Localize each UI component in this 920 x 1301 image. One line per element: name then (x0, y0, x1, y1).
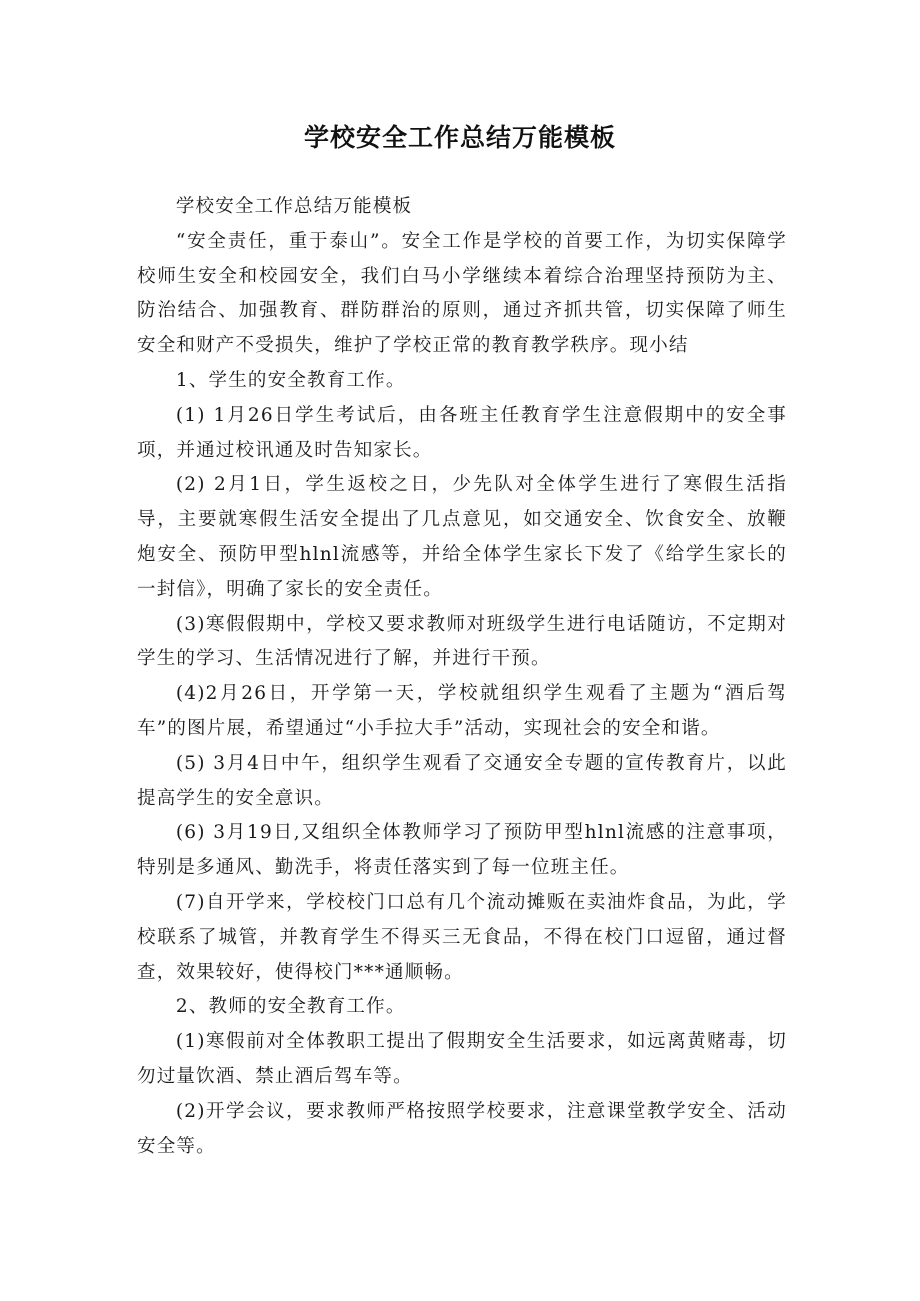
section-heading-teacher: 2、教师的安全教育工作。 (175, 996, 406, 1018)
paragraph-intro: “安全责任，重于泰山”。安全工作是学校的首要工作，为切实保障学校师生安全和校园安全，我们白马小学继续本着综合治理坚持预防为主、防治结合、加强教育、群防群治的原则，通过齐抓共管，切实保障了师生安全和财产不受损失，维护了学校正常的教育教学秩序。现小结 (137, 230, 787, 357)
paragraph-item: (2) 2月1日，学生返校之日，少先队对全体学生进行了寒假生活指导，主要就寒假生活安全提出了几点意见，如交通安全、饮食安全、放鞭炮安全、预防甲型hlnl流感等，并给全体学生家长下发了《给学生家长的一封信》，明确了家长的安全责任。 (137, 474, 787, 600)
section-heading-student: 1、学生的安全教育工作。 (175, 369, 406, 391)
paragraph-item: (4)2月26日，开学第一天，学校就组织学生观看了主题为“酒后驾车”的图片展，希望通过“小手拉大手”活动，实现社会的安全和谐。 (137, 683, 787, 739)
document-body (137, 190, 787, 1164)
document-title: 学校安全工作总结万能模板 (303, 123, 616, 152)
paragraph-item: (7)自开学来，学校校门口总有几个流动摊贩在卖油炸食品，为此，学校联系了城管，并教育学生不得买三无食品，不得在校门口逗留，通过督查，效果较好，使得校门***通顺畅。 (137, 891, 787, 983)
paragraph-subtitle: 学校安全工作总结万能模板 (175, 196, 413, 217)
paragraph-item: (1)寒假前对全体教职工提出了假期安全生活要求，如远离黄赌毒，切勿过量饮酒、禁止酒后驾车等。 (137, 1031, 787, 1087)
paragraph-item: (6) 3月19日,又组织全体教师学习了预防甲型hlnl流感的注意事项，特别是多通风、勤洗手，将责任落实到了每一位班主任。 (137, 822, 787, 879)
paragraph-item: (3)寒假假期中，学校又要求教师对班级学生进行电话随访，不定期对学生的学习、生活情况进行了解，并进行干预。 (137, 613, 787, 670)
paragraph-item: (5) 3月4日中午，组织学生观看了交通安全专题的宣传教育片，以此提高学生的安全意识。 (137, 752, 787, 809)
paragraph-item: (2)开学会议，要求教师严格按照学校要求，注意课堂教学安全、活动安全等。 (137, 1100, 787, 1157)
paragraph-item: (1) 1月26日学生考试后，由各班主任教育学生注意假期中的安全事项，并通过校讯通及时告知家长。 (137, 404, 787, 461)
